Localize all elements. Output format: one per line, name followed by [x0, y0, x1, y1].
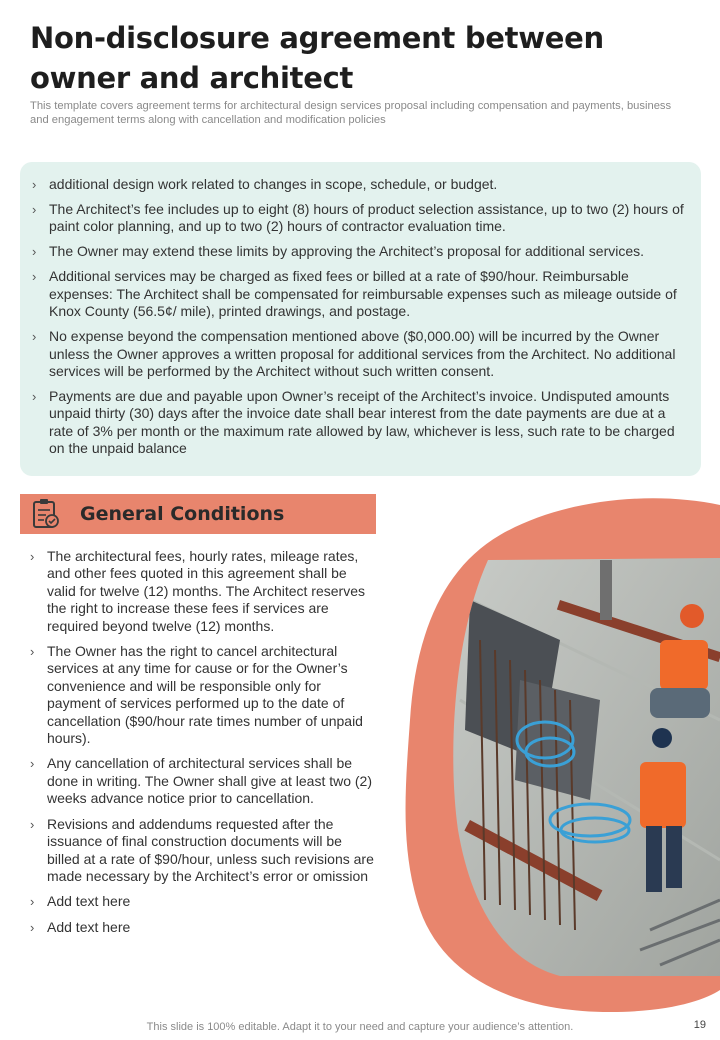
footer-note: This slide is 100% editable. Adapt it to your need and capture your audience’s attention.: [146, 1021, 574, 1033]
chevron-right-icon: ›: [30, 549, 35, 564]
list-item-text: Payments are due and payable upon Owner’s receipt of the Architect’s invoice. Undisputed amounts unpaid thirty (30) days after the invoice date shall bear interest from the date payments are due at a rate of 3% per month or the maximum rate allowed by law, whichever is less, such rate to be charged on the unpaid balance: [49, 388, 675, 457]
list-item: [32, 243, 689, 260]
terms-box: [20, 162, 701, 476]
list-item-text: No expense beyond the compensation mentioned above ($0,000.00) will be incurred by the Owner unless the Owner approves a written proposal for additional services from the Architect. No additional services will be performed by the Architect without such written consent.: [49, 328, 676, 380]
general-conditions-content: [30, 548, 375, 944]
chevron-right-icon: ›: [32, 389, 37, 405]
chevron-right-icon: ›: [30, 644, 35, 660]
terms-list: [32, 176, 689, 458]
list-item: [32, 268, 689, 320]
list-item: [32, 328, 689, 380]
chevron-right-icon: ›: [30, 919, 35, 935]
chevron-right-icon: ›: [30, 816, 35, 832]
chevron-right-icon: ›: [32, 202, 37, 217]
list-item: [30, 893, 375, 910]
chevron-right-icon: ›: [32, 177, 37, 192]
list-item-text: Any cancellation of architectural services shall be done in writing. The Owner shall give at least two (2) weeks advance notice prior to cancellation.: [47, 755, 373, 807]
list-item: [30, 643, 375, 747]
page-number: 19: [693, 1019, 706, 1031]
list-item-text: Add text here: [47, 918, 131, 935]
general-conditions-header: [20, 494, 376, 534]
general-conditions-title: General Conditions: [80, 503, 285, 525]
page-subtitle: This template covers agreement terms for architectural design services proposal including compensation and payments, business and engagement terms along with cancellation and modification policies: [30, 100, 672, 126]
list-item-text: The Owner may extend these limits by approving the Architect’s proposal for additional services.: [49, 243, 645, 260]
general-conditions-list: [30, 548, 375, 936]
list-item: [30, 548, 375, 635]
list-item-text: Add text here: [47, 893, 131, 910]
orange-blob-shape: [406, 498, 720, 1012]
list-item: [32, 201, 689, 236]
list-item-text: The Architect’s fee includes up to eight (8) hours of product selection assistance, up to two (2) hours of paint color planning, and up to two (2) hours of contractor evaluation time.: [49, 201, 684, 235]
list-item: [30, 919, 375, 936]
list-item-text: Revisions and addendums requested after the issuance of final construction documents will be billed at a rate of $90/hour, unless such revisions are made necessary by the Architect’s error or omission: [47, 815, 374, 884]
chevron-right-icon: ›: [30, 756, 35, 772]
list-item: [32, 176, 689, 193]
chevron-right-icon: ›: [32, 269, 37, 285]
list-item-text: The architectural fees, hourly rates, mileage rates, and other fees quoted in this agreement shall be valid for twelve (12) months. The Architect reserves the right to increase these fees if services are required beyond twelve (12) months.: [47, 548, 365, 634]
list-item-text: Additional services may be charged as fixed fees or billed at a rate of $90/hour. Reimbursable expenses: The Architect shall be compensated for reimbursable expenses such as mileage outside of Knox County (56.5¢/ mile), printed drawings, and postage.: [49, 268, 677, 320]
checklist-icon: [20, 494, 70, 534]
list-item-text: The Owner has the right to cancel architectural services at any time for cause or for the Owner’s convenience and will be responsible only for payment of services performed up to the date of cancellation ($90/hour rate times number of unpaid hours).: [47, 643, 363, 747]
page-title: Non-disclosure agreement between owner and architect: [30, 21, 604, 95]
list-item: [30, 816, 375, 886]
list-item: [30, 755, 375, 807]
construction-photo: [440, 550, 720, 990]
list-item: [32, 388, 689, 458]
list-item-text: additional design work related to changes in scope, schedule, or budget.: [49, 176, 498, 192]
chevron-right-icon: ›: [30, 894, 35, 910]
chevron-right-icon: ›: [32, 329, 37, 345]
chevron-right-icon: ›: [32, 244, 37, 260]
